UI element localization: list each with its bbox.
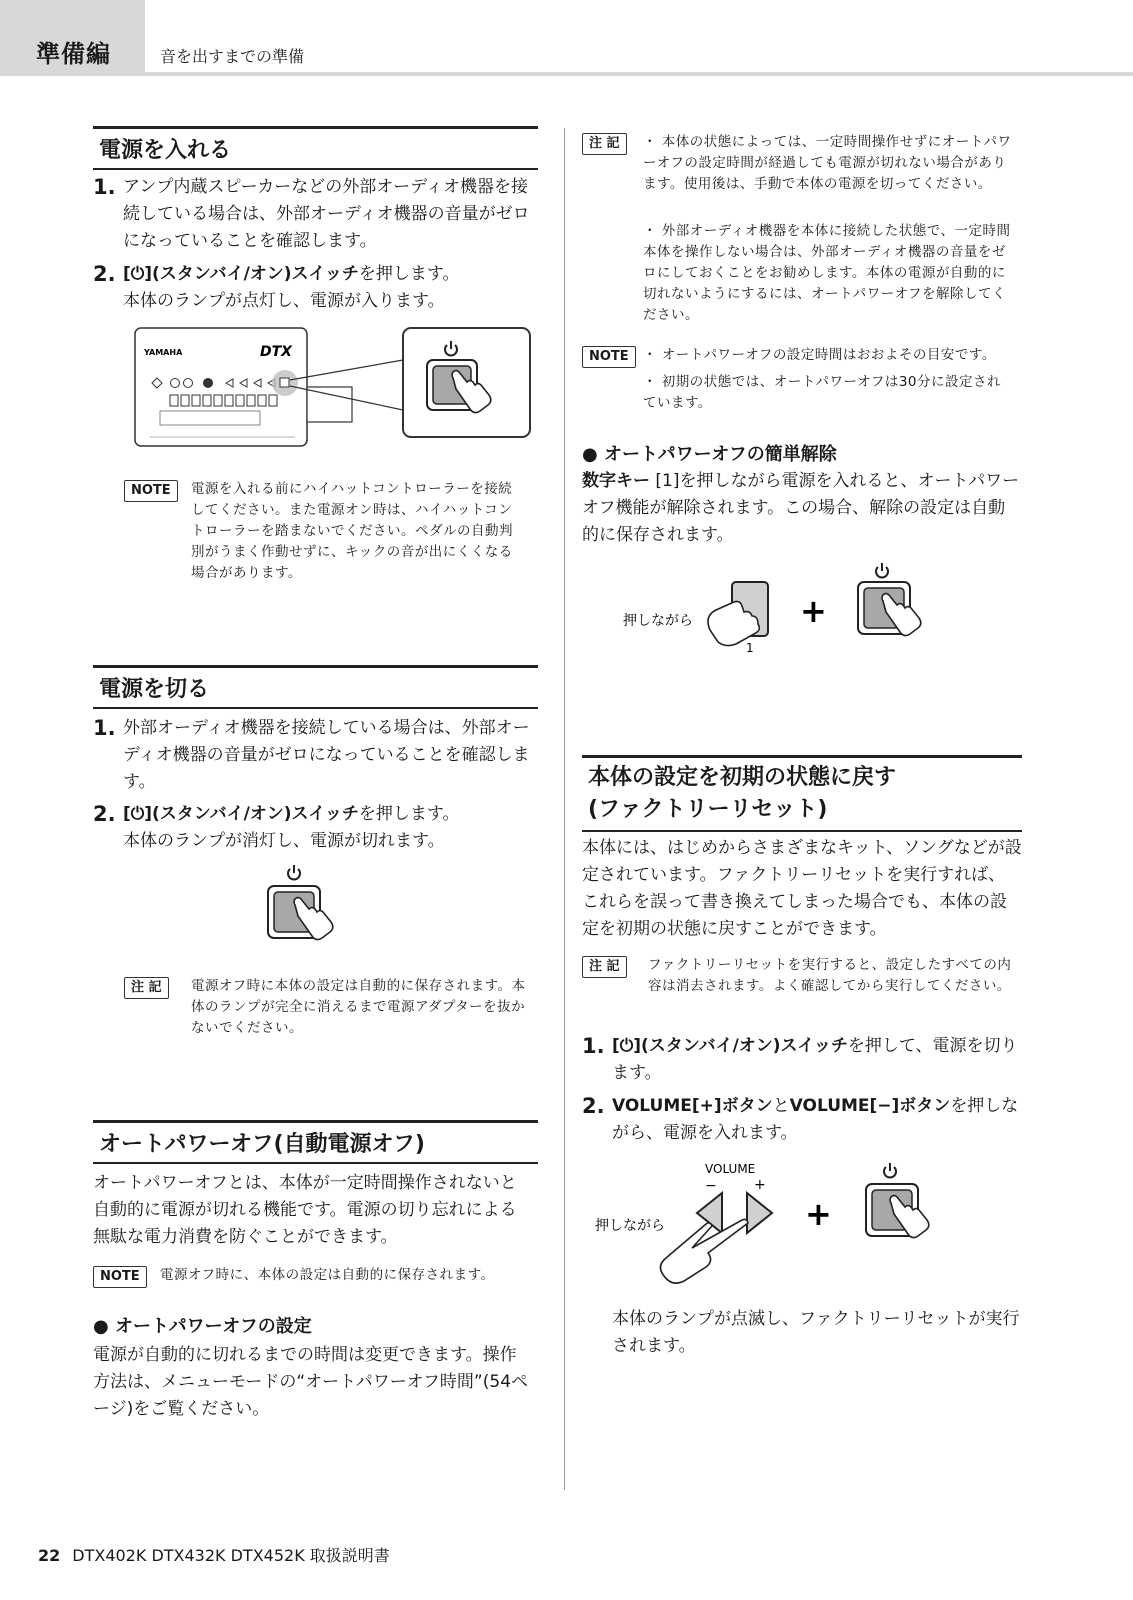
device-logo: DTX [260,344,292,360]
step-number: 2. [93,262,116,286]
step-text: 外部オーディオ機器を接続している場合は、外部オーディオ機器の音量がゼロになっていることを確認します。 [123,718,530,792]
plus-sign: + [800,592,827,630]
auto-power-off-text: オートパワーオフとは、本体が一定時間操作されないと自動的に電源が切れる機能です。電源の切り忘れによる無駄な電力消費を防ぐことができます。 [93,1173,517,1247]
step-subtext: 本体のランプが点灯し、電源が入ります。 [123,291,445,311]
hold-label: 押しながら [623,613,693,629]
factory-title-line-1: 本体の設定を初期の状態に戻す [588,765,897,790]
plus-small-sign: + [754,1177,766,1193]
factory-step-2: 2. VOLUME[+]ボタンとVOLUME[−]ボタンを押しながら、電源を入れます。 [582,1094,1019,1143]
section-title-auto-power-off: オートパワーオフ(自動電源オフ) [93,1120,538,1164]
switch-name: [⏻](スタンバイ/オン)スイッチ [123,264,359,284]
column-divider [564,128,565,1490]
power-symbol-icon [876,563,888,577]
step-number: 2. [582,1094,605,1118]
hand-icon [660,1219,748,1283]
step-number: 1. [93,716,116,740]
manual-title: DTX402K DTX432K DTX452K 取扱説明書 [72,1546,390,1565]
chapter-label: 準備編 [36,40,111,68]
note-item-1: ・ オートパワーオフの設定時間はおおよその目安です。 [643,347,996,363]
power-symbol-icon [288,865,300,879]
header-rule [145,72,1133,76]
caution-tag: 注 記 [582,956,627,978]
section-title-factory-reset [582,755,1022,832]
minus-sign: − [705,1178,717,1194]
auto-power-off-note: 電源オフ時に、本体の設定は自動的に保存されます。 [160,1267,495,1283]
section-title-power-on: 電源を入れる [93,126,538,170]
factory-reset-result: 本体のランプが点滅し、ファクトリーリセットが実行されます。 [612,1309,1020,1356]
step-text: を押します。 [358,804,460,824]
step-number: 2. [93,802,116,826]
device-panel-illustration [130,325,535,460]
caution-tag: 注 記 [582,133,627,155]
power-symbol-icon [884,1163,896,1177]
volume-label: VOLUME [705,1162,756,1176]
factory-step-1 [582,1033,1022,1087]
numeric-key-label: 数字キー [582,471,650,491]
power-on-note: 電源を入れる前にハイハットコントローラーを接続してください。また電源オン時は、ハイハットコントローラーを踏まないでください。ペダルの自動判別がうまく作動せずに、キックの音が出にくくなる場合があります。 [191,481,513,581]
plus-sign: + [805,1195,832,1233]
page-number: 22 [38,1546,61,1565]
volume-plus-button [747,1193,772,1233]
step-text: を押しながら、電源を入れます。 [612,1096,1019,1143]
step-number: 1. [582,1034,605,1058]
step-text: を押して、電源を切ります。 [612,1036,1018,1083]
cancel-illustration [620,560,950,660]
note-tag: NOTE [93,1266,147,1288]
auto-power-off-cancel-text: 数字キー [1]を押しながら電源を入れると、オートパワーオフ機能が解除されます。この場合、解除の設定は自動的に保存されます。 [582,471,1020,545]
caution-item-1: ・ 本体の状態によっては、一定時間操作せずにオートパワーオフの設定時間が経過しても電源が切れない場合があります。使用後は、手動で本体の電源を切ってください。 [643,134,1012,192]
step-number: 1. [93,175,116,199]
factory-reset-caution: ファクトリーリセットを実行すると、設定したすべての内容は消去されます。よく確認してから実行してください。 [648,957,1012,994]
auto-power-off-setting-text: 電源が自動的に切れるまでの時間は変更できます。操作方法は、メニューモードの“オートパワーオフ時間”(54ページ)をご覧ください。 [93,1345,529,1419]
factory-title-line-2: (ファクトリーリセット) [588,797,828,822]
key-number: 1 [746,641,754,655]
section-title-power-off: 電源を切る [93,665,538,709]
caution-tag: 注 記 [124,977,169,999]
power-on-step-2 [93,261,533,315]
hold-label: 押しながら [595,1218,665,1234]
note-tag: NOTE [582,346,636,368]
step-text: を押します。 [358,264,460,284]
page-footer [38,1543,390,1566]
power-switch-illustration [262,860,352,955]
power-off-caution: 電源オフ時に本体の設定は自動的に保存されます。本体のランプが完全に消えるまで電源アダプターを抜かないでください。 [191,978,526,1036]
device-brand: YAMAHA [144,348,183,357]
note-tag: NOTE [124,480,178,502]
power-off-step-2 [93,801,533,855]
volume-minus-label: VOLUME[−]ボタン [789,1096,951,1116]
power-off-step-1 [93,715,533,796]
caution-item-2: ・ 外部オーディオ機器を本体に接続した状態で、一定時間本体を操作しない場合は、外部オーディオ機器の音量をゼロにしておくことをお勧めします。本体の電源が自動的に切れないようにするには、オートパワーオフを解除してください。 [643,223,1011,323]
section-subtitle: 音を出すまでの準備 [160,47,305,66]
step-subtext: 本体のランプが消灯し、電源が切れます。 [123,831,445,851]
factory-reset-text: 本体には、はじめからさまざまなキット、ソングなどが設定されています。ファクトリーリセットを実行すれば、これらを誤って書き換えてしまった場合でも、本体の設定を初期の状態に戻すことができます。 [582,838,1022,939]
auto-power-off-cancel-heading: ● オートパワーオフの簡単解除 [582,444,837,465]
switch-name: [⏻](スタンバイ/オン)スイッチ [612,1036,848,1056]
chapter-tab [0,0,145,76]
power-on-step-1 [93,174,533,255]
step-text: アンプ内蔵スピーカーなどの外部オーディオ機器を接続している場合は、外部オーディオ機器の音量がゼロになっていることを確認します。 [123,177,530,251]
volume-plus-label: VOLUME[+]ボタン [612,1096,773,1116]
switch-name: [⏻](スタンバイ/オン)スイッチ [123,804,359,824]
auto-power-off-setting-heading: ● オートパワーオフの設定 [93,1316,312,1337]
factory-reset-illustration [592,1158,952,1288]
note-item-2: ・ 初期の状態では、オートパワーオフは30分に設定されています。 [643,374,1002,411]
